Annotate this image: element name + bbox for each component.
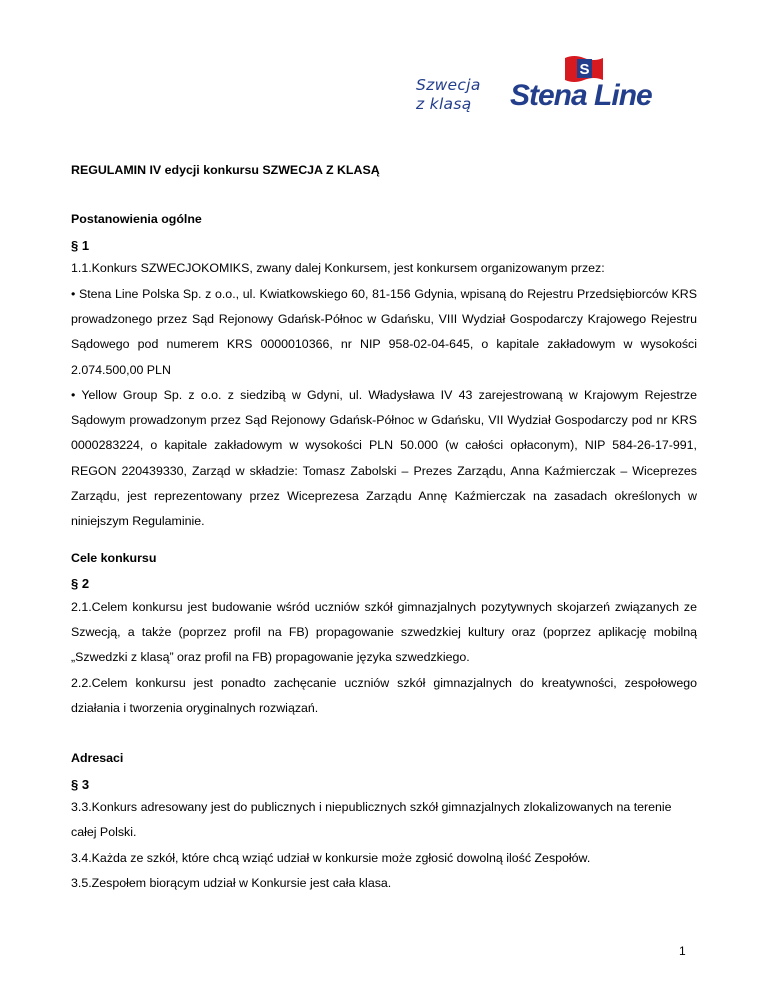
organizer-yellow-group: • Yellow Group Sp. z o.o. z siedzibą w Gdyni, ul. Władysława IV 43 zarejestrowaną w Krajowym Rejestrze Sądowym prowadzonym przez Sąd Rejonowy Gdańsk-Północ w Gdańsku, VII Wydział Gospodarczy pod nr KRS 0000283224, o kapitale zakładowym w wysokości PLN 50.000 (w całości opłaconym), NIP 584-26-17-991, REGON 220439330, Zarząd w składzie: Tomasz Zabolski – Prezes Zarządu, Anna Kaźmierczak – Wiceprezes Zarządu, jest reprezentowany przez Wiceprezesa Zarządu Annę Kaźmierczak na zasadach określonych w niniejszym Regulaminie. bbox=[71, 388, 697, 529]
heading-general: Postanowienia ogólne bbox=[71, 212, 202, 226]
logo-tagline-line2: z klasą bbox=[416, 95, 472, 113]
page-number: 1 bbox=[679, 944, 686, 958]
clause-1-1: 1.1.Konkurs SZWECJOKOMIKS, zwany dalej Konkursem, jest konkursem organizowanym przez: bbox=[71, 261, 605, 275]
header-logos bbox=[412, 52, 702, 120]
paragraph-symbol-2: § 2 bbox=[71, 576, 90, 591]
logo-tagline-line1: Szwecja bbox=[416, 76, 481, 94]
stena-line-wordmark: Stena Line bbox=[510, 79, 652, 112]
heading-goals: Cele konkursu bbox=[71, 551, 157, 565]
paragraph-symbol-3: § 3 bbox=[71, 777, 90, 792]
organizer-stena-line: • Stena Line Polska Sp. z o.o., ul. Kwiatkowskiego 60, 81-156 Gdynia, wpisaną do Rejestru Przedsiębiorców KRS prowadzonego przez Sąd Rejonowy Gdańsk-Północ w Gdańsku, VIII Wydział Gospodarczy Krajowego Rejestru Sądowego pod numerem KRS 0000010366, nr NIP 958-02-04-645, o kapitale zakładowym w wysokości 2.074.500,00 PLN bbox=[71, 287, 697, 377]
clause-3-3: 3.3.Konkurs adresowany jest do publicznych i niepublicznych szkół gimnazjalnych zlokalizowanych na terenie całej Polski. bbox=[71, 800, 672, 840]
szwecja-z-klasa-logo bbox=[416, 76, 481, 114]
clause-3-5: 3.5.Zespołem biorącym udział w Konkursie jest cała klasa. bbox=[71, 876, 392, 890]
clause-3-4: 3.4.Każda ze szkół, które chcą wziąć udział w konkursie może zgłosić dowolną ilość Zespołów. bbox=[71, 851, 591, 865]
paragraph-symbol-1: § 1 bbox=[71, 238, 90, 253]
stena-flag-letter: S bbox=[579, 61, 590, 78]
clause-2-1: 2.1.Celem konkursu jest budowanie wśród uczniów szkół gimnazjalnych pozytywnych skojarzeń związanych ze Szwecją, a także (poprzez profil na FB) propagowanie szwedzkiej kultury oraz (poprzez aplikację mobilną „Szwedzki z klasą” oraz profil na FB) propagowanie języka szwedzkiego. bbox=[71, 600, 697, 665]
document-title: REGULAMIN IV edycji konkursu SZWECJA Z KLASĄ bbox=[71, 163, 380, 177]
heading-addressees: Adresaci bbox=[71, 751, 124, 765]
clause-2-2: 2.2.Celem konkursu jest ponadto zachęcanie uczniów szkół gimnazjalnych do kreatywności, zespołowego działania i tworzenia oryginalnych rozwiązań. bbox=[71, 676, 697, 716]
